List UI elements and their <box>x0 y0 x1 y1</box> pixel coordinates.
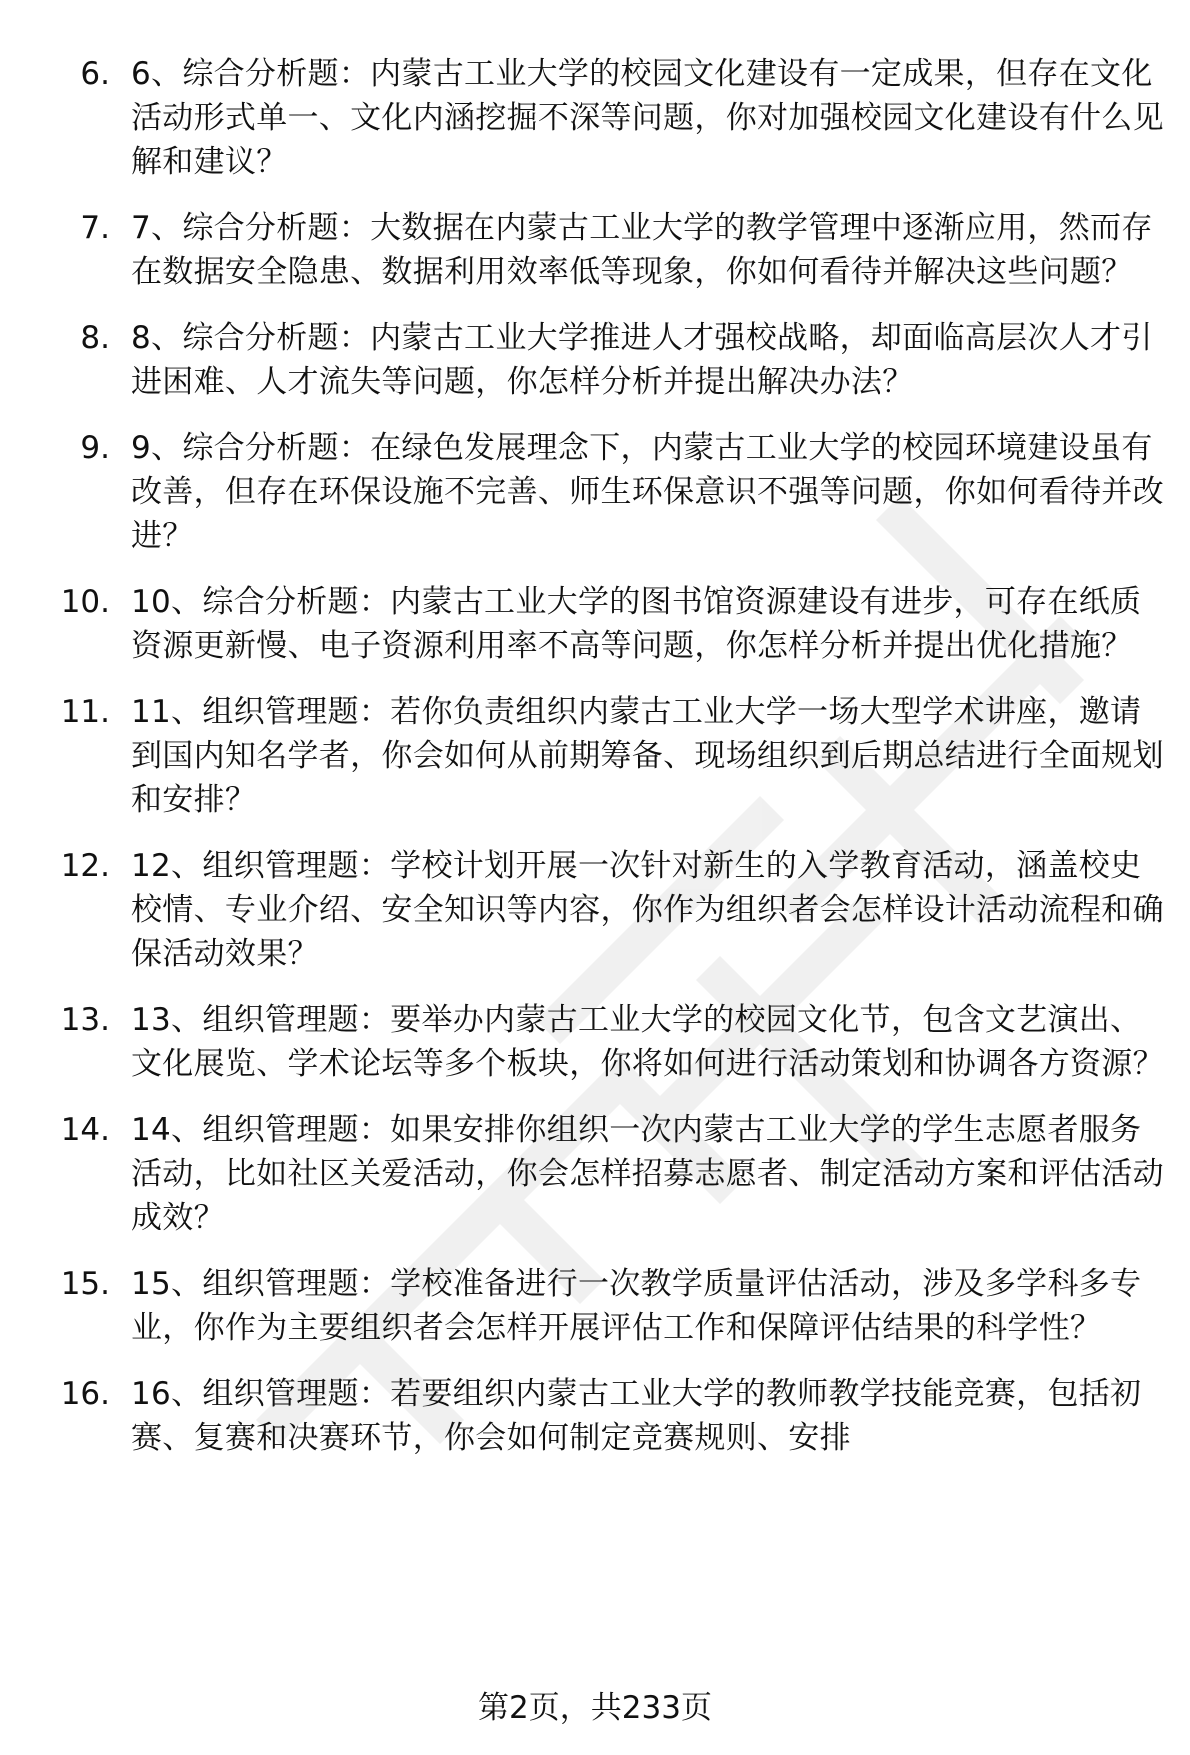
question-item <box>0 844 1190 976</box>
question-number: 14. <box>60 1112 110 1148</box>
question-text: 10、综合分析题：内蒙古工业大学的图书馆资源建设有进步，可存在纸质资源更新慢、电子资源利用率不高等问题，你怎样分析并提出优化措施？ <box>131 584 1142 664</box>
question-text: 13、组织管理题：要举办内蒙古工业大学的校园文化节，包含文艺演出、文化展览、学术论坛等多个板块，你将如何进行活动策划和协调各方资源？ <box>131 1002 1164 1082</box>
question-item <box>0 1262 1190 1350</box>
question-item <box>0 580 1190 668</box>
question-text: 9、综合分析题：在绿色发展理念下，内蒙古工业大学的校园环境建设虽有改善，但存在环保设施不完善、师生环保意识不强等问题，你如何看待并改进？ <box>131 430 1164 554</box>
question-number: 9. <box>80 430 110 466</box>
question-text: 8、综合分析题：内蒙古工业大学推进人才强校战略，却面临高层次人才引进困难、人才流失等问题，你怎样分析并提出解决办法？ <box>131 320 1153 400</box>
question-item <box>0 690 1190 822</box>
question-number: 8. <box>80 320 110 356</box>
question-item <box>0 998 1190 1086</box>
question-item <box>0 426 1190 558</box>
question-item <box>0 1108 1190 1240</box>
question-number: 11. <box>60 694 110 730</box>
question-text: 16、组织管理题：若要组织内蒙古工业大学的教师教学技能竞赛，包括初赛、复赛和决赛环节，你会如何制定竞赛规则、安排 <box>131 1376 1142 1456</box>
question-item <box>0 316 1190 404</box>
question-number: 16. <box>60 1376 110 1412</box>
question-number: 15. <box>60 1266 110 1302</box>
question-item <box>0 52 1190 184</box>
question-text: 14、组织管理题：如果安排你组织一次内蒙古工业大学的学生志愿者服务活动，比如社区关爱活动，你会怎样招募志愿者、制定活动方案和评估活动成效？ <box>131 1112 1164 1236</box>
question-item <box>0 1372 1190 1460</box>
question-text: 6、综合分析题：内蒙古工业大学的校园文化建设有一定成果，但存在文化活动形式单一、文化内涵挖掘不深等问题，你对加强校园文化建设有什么见解和建议？ <box>131 56 1164 180</box>
question-number: 6. <box>80 56 110 92</box>
question-number: 10. <box>60 584 110 620</box>
question-item <box>0 206 1190 294</box>
page-footer: 第2页，共233页 <box>478 1690 712 1726</box>
question-text: 15、组织管理题：学校准备进行一次教学质量评估活动，涉及多学科多专业，你作为主要组织者会怎样开展评估工作和保障评估结果的科学性？ <box>131 1266 1142 1346</box>
question-list <box>0 52 1190 1482</box>
question-text: 7、综合分析题：大数据在内蒙古工业大学的教学管理中逐渐应用，然而存在数据安全隐患、数据利用效率低等现象，你如何看待并解决这些问题？ <box>131 210 1153 290</box>
question-text: 11、组织管理题：若你负责组织内蒙古工业大学一场大型学术讲座，邀请到国内知名学者，你会如何从前期筹备、现场组织到后期总结进行全面规划和安排？ <box>131 694 1164 818</box>
question-number: 13. <box>60 1002 110 1038</box>
question-text: 12、组织管理题：学校计划开展一次针对新生的入学教育活动，涵盖校史校情、专业介绍、安全知识等内容，你作为组织者会怎样设计活动流程和确保活动效果？ <box>131 848 1164 972</box>
question-number: 7. <box>80 210 110 246</box>
question-number: 12. <box>60 848 110 884</box>
